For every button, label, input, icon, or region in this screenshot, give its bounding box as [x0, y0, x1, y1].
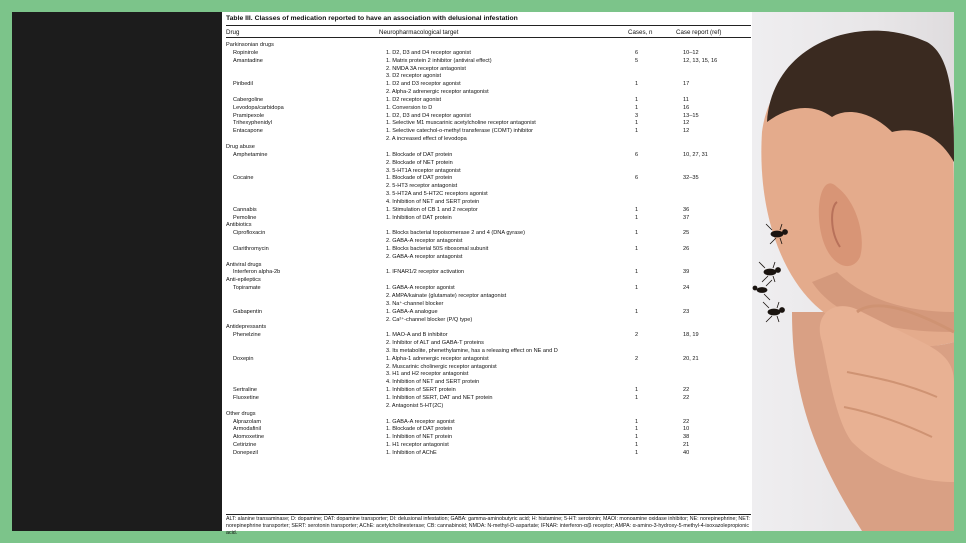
cell-ref — [683, 168, 751, 176]
cell-cases: 3 — [635, 112, 639, 119]
table-row — [226, 340, 751, 348]
cell-ref — [676, 144, 751, 152]
cell-drug: Pramipexole — [233, 112, 265, 119]
cell-target: 1. GABA-A receptor agonist — [386, 418, 455, 425]
cell-drug — [226, 348, 386, 356]
cell-target: 2. Ca²⁺-channel blocker (P/Q type) — [386, 316, 473, 323]
header-ref: Case report (ref) — [676, 29, 722, 36]
table-row — [226, 301, 751, 309]
cell-ref — [683, 136, 751, 144]
table-row — [226, 81, 751, 89]
header-target: Neuropharmacological target — [379, 29, 459, 36]
cell-ref: 18, 19 — [683, 332, 699, 339]
table-row — [226, 293, 751, 301]
cell-target: 1. Conversion to D — [386, 104, 433, 111]
cell-target: 1. Selective catechol-o-methyl transferase (COMT) inhibitor — [386, 128, 534, 135]
cell-drug: Antibiotics — [226, 222, 252, 229]
table-document — [222, 12, 755, 536]
cell-drug — [226, 403, 386, 411]
cell-target: 1. Matrix protein 2 inhibitor (antiviral effect) — [386, 57, 492, 64]
cell-cases: 1 — [635, 387, 639, 394]
cell-ref: 32–35 — [683, 175, 699, 182]
table-category-row — [226, 42, 751, 50]
header-cases: Cases, n — [628, 29, 653, 36]
cell-cases: 1 — [635, 104, 639, 111]
cell-ref: 10, 27, 31 — [683, 151, 708, 158]
table-row — [226, 97, 751, 105]
rule-top — [226, 25, 751, 26]
cell-ref: 17 — [683, 81, 690, 88]
cell-target — [379, 144, 628, 152]
cell-drug: Topiramate — [233, 285, 261, 292]
cell-cases: 1 — [635, 230, 639, 237]
cell-target: 2. Blockade of NET protein — [386, 159, 453, 166]
cell-target: 1. Selective M1 muscarinic acetylcholine receptor antagonist — [386, 120, 536, 127]
table-row — [226, 207, 751, 215]
cell-drug: Armodafinil — [233, 426, 261, 433]
table-row — [226, 113, 751, 121]
cell-cases — [635, 199, 683, 207]
cell-cases: 1 — [635, 285, 639, 292]
table-category-row — [226, 324, 751, 332]
cell-drug — [226, 317, 386, 325]
table-row — [226, 175, 751, 183]
cell-ref: 38 — [683, 434, 690, 441]
cell-drug — [226, 340, 386, 348]
cell-ref — [683, 293, 751, 301]
table-row — [226, 238, 751, 246]
cell-cases — [628, 262, 676, 270]
cell-cases: 1 — [635, 418, 639, 425]
cell-ref: 16 — [683, 104, 690, 111]
cell-cases — [635, 364, 683, 372]
table-row — [226, 152, 751, 160]
cell-ref: 12, 13, 15, 16 — [683, 57, 718, 64]
cell-target: 1. Blockade of DAT protein — [386, 426, 453, 433]
cell-target: 1. GABA-A receptor agonist — [386, 285, 455, 292]
table-row — [226, 348, 751, 356]
cell-target — [379, 222, 628, 230]
cell-target: 1. Blocks bacterial topoisomerase 2 and 4 (DNA gyrase) — [386, 230, 525, 237]
cell-cases — [635, 403, 683, 411]
cell-ref: 37 — [683, 214, 690, 221]
cell-drug: Pemoline — [233, 214, 257, 221]
cell-ref: 22 — [683, 387, 690, 394]
cell-drug: Gabapentin — [233, 308, 262, 315]
cell-cases — [628, 42, 676, 50]
cell-cases: 6 — [635, 151, 639, 158]
cell-drug — [226, 183, 386, 191]
table-row — [226, 332, 751, 340]
cell-ref — [676, 411, 751, 419]
cell-drug — [226, 191, 386, 199]
cell-target: 1. Blockade of DAT protein — [386, 175, 453, 182]
cell-ref: 26 — [683, 245, 690, 252]
cell-target: 1. Stimulation of CB 1 and 2 receptor — [386, 206, 478, 213]
cell-drug: Ciprofloxacin — [233, 230, 266, 237]
table-category-row — [226, 144, 751, 152]
video-frame — [12, 12, 954, 536]
table-row — [226, 105, 751, 113]
cell-target: 1. D2, D3 and D4 receptor agonist — [386, 112, 471, 119]
table-title: Table III. Classes of medication reported to have an association with delusional infestation — [226, 15, 518, 22]
cell-drug — [226, 168, 386, 176]
cell-cases: 1 — [635, 96, 639, 103]
cell-cases: 1 — [635, 81, 639, 88]
cell-target: 1. MAO-A and B inhibitor — [386, 332, 448, 339]
cell-target: 1. Alpha-1 adrenergic receptor antagonist — [386, 355, 489, 362]
table-footnote: ALT: alanine transaminase; D: dopamine; DAT: dopamine transporter; DI: delusional infestation; GABA: gamma-aminobutyric acid; H: histamine; 5-HT: serotonin; MAOI: monoamine oxidase inhibitor; NE: norepinephrine; NET: norepinephrine transporter; SERT: serotonin transporter; AChE: acetylcholinesterase; CB: cannabinoid; NMDA: N-methyl-D-aspartate; IFNAR: interferon-α/β receptor; AMPA: α-amino-3-hydroxy-5-methyl-4-isoxazolepropionic acid. — [226, 516, 750, 536]
table-row — [226, 191, 751, 199]
cell-drug — [226, 89, 386, 97]
cell-target: 3. H1 and H2 receptor antagonist — [386, 371, 469, 378]
cell-target: 2. Inhibitor of ALT and GABA-T proteins — [386, 340, 484, 347]
table-row — [226, 199, 751, 207]
cell-drug — [226, 73, 386, 81]
cell-drug — [226, 136, 386, 144]
cell-drug: Drug abuse — [226, 143, 255, 150]
cell-cases — [635, 340, 683, 348]
table-row — [226, 254, 751, 262]
cell-drug: Phenelzine — [233, 332, 261, 339]
table-row — [226, 434, 751, 442]
cell-ref — [683, 371, 751, 379]
cell-target: 2. Antagonist 5-HT(2C) — [386, 402, 444, 409]
cell-cases — [635, 238, 683, 246]
header-drug: Drug — [226, 29, 240, 36]
photo-illustration — [752, 12, 954, 531]
cell-target: 1. D2 and D3 receptor agonist — [386, 81, 461, 88]
cell-cases — [635, 136, 683, 144]
cell-drug — [226, 238, 386, 246]
cell-target: 2. Alpha-2 adrenergic receptor antagonist — [386, 89, 489, 96]
cell-ref: 12 — [683, 128, 690, 135]
cell-ref: 20, 21 — [683, 355, 699, 362]
cell-ref — [683, 317, 751, 325]
cell-cases: 6 — [635, 49, 639, 56]
cell-cases: 2 — [635, 355, 639, 362]
cell-cases: 1 — [635, 434, 639, 441]
cell-ref: 21 — [683, 442, 690, 449]
table-row — [226, 215, 751, 223]
photo-man-with-ants — [752, 12, 954, 531]
table-row — [226, 426, 751, 434]
cell-cases: 1 — [635, 206, 639, 213]
cell-target: 1. Inhibition of AChE — [386, 449, 437, 456]
cell-cases — [635, 191, 683, 199]
cell-target: 1. H1 receptor antagonist — [386, 442, 449, 449]
table-row — [226, 230, 751, 238]
cell-ref: 13–15 — [683, 112, 699, 119]
cell-drug — [226, 293, 386, 301]
cell-target: 1. Inhibition of DAT protein — [386, 214, 452, 221]
cell-drug: Other drugs — [226, 410, 256, 417]
cell-drug: Donepezil — [233, 449, 258, 456]
cell-target: 1. Blocks bacterial 50S ribosomal subunit — [386, 245, 489, 252]
cell-target: 1. D2, D3 and D4 receptor agonist — [386, 49, 471, 56]
table-row — [226, 89, 751, 97]
rule-bottom — [226, 514, 751, 515]
cell-cases: 1 — [635, 442, 639, 449]
cell-ref: 10 — [683, 426, 690, 433]
cell-cases — [628, 144, 676, 152]
cell-cases — [635, 371, 683, 379]
cell-ref: 25 — [683, 230, 690, 237]
cell-ref: 40 — [683, 449, 690, 456]
table-category-row — [226, 222, 751, 230]
cell-drug: Levodopa/carbidopa — [233, 104, 284, 111]
cell-drug — [226, 371, 386, 379]
table-row — [226, 73, 751, 81]
cell-ref: 10–12 — [683, 49, 699, 56]
cell-target: 4. Inhibition of NET and SERT protein — [386, 379, 480, 386]
table-category-row — [226, 411, 751, 419]
cell-drug: Alprazolam — [233, 418, 261, 425]
cell-ref: 24 — [683, 285, 690, 292]
cell-cases: 1 — [635, 120, 639, 127]
cell-target: 2. Muscarinic cholinergic receptor antagonist — [386, 363, 497, 370]
cell-ref — [676, 222, 751, 230]
cell-cases: 1 — [635, 128, 639, 135]
table-row — [226, 379, 751, 387]
cell-target: 3. 5-HT1A receptor antagonist — [386, 167, 461, 174]
cell-target: 3. D2 receptor agonist — [386, 73, 442, 80]
cell-ref: 22 — [683, 418, 690, 425]
cell-target: 4. Inhibition of NET and SERT protein — [386, 198, 480, 205]
cell-drug: Sertraline — [233, 387, 257, 394]
cell-target: 3. Its metabolite, phenethylamine, has a releasing effect on NE and D — [386, 347, 558, 354]
cell-ref — [683, 254, 751, 262]
table-row — [226, 442, 751, 450]
cell-ref: 39 — [683, 269, 690, 276]
cell-drug: Entacapone — [233, 128, 263, 135]
cell-target: 1. Inhibition of NET protein — [386, 434, 453, 441]
cell-drug: Antidepressants — [226, 324, 267, 331]
cell-drug: Cannabis — [233, 206, 257, 213]
cell-cases: 1 — [635, 426, 639, 433]
cell-ref: 12 — [683, 120, 690, 127]
cell-cases: 1 — [635, 308, 639, 315]
table-row — [226, 395, 751, 403]
cell-ref — [676, 277, 751, 285]
cell-target — [379, 262, 628, 270]
cell-ref — [683, 340, 751, 348]
table-category-row — [226, 277, 751, 285]
cell-drug: Antiviral drugs — [226, 261, 262, 268]
table-row — [226, 356, 751, 364]
cell-cases: 5 — [635, 57, 639, 64]
cell-cases — [628, 411, 676, 419]
cell-ref — [683, 199, 751, 207]
table-row — [226, 309, 751, 317]
cell-ref: 36 — [683, 206, 690, 213]
cell-drug: Cabergoline — [233, 96, 264, 103]
cell-drug: Piribedil — [233, 81, 253, 88]
cell-cases: 1 — [635, 394, 639, 401]
cell-target: 1. Blockade of DAT protein — [386, 151, 453, 158]
cell-cases: 1 — [635, 269, 639, 276]
table-row — [226, 285, 751, 293]
cell-cases — [628, 277, 676, 285]
table-row — [226, 387, 751, 395]
cell-cases — [635, 160, 683, 168]
cell-target: 1. D2 receptor agonist — [386, 96, 442, 103]
cell-ref — [683, 66, 751, 74]
cell-ref: 23 — [683, 308, 690, 315]
table-row — [226, 419, 751, 427]
cell-cases — [635, 293, 683, 301]
cell-cases — [628, 324, 676, 332]
cell-target: 2. 5-HT3 receptor antagonist — [386, 183, 458, 190]
cell-target: 1. Inhibition of SERT, DAT and NET protein — [386, 394, 493, 401]
table-row — [226, 403, 751, 411]
table-row — [226, 128, 751, 136]
table-row — [226, 317, 751, 325]
cell-drug — [226, 254, 386, 262]
cell-drug: Parkinsonian drugs — [226, 42, 274, 48]
table-row — [226, 183, 751, 191]
cell-drug — [226, 66, 386, 74]
cell-ref: 22 — [683, 394, 690, 401]
cell-drug: Amantadine — [233, 57, 263, 64]
cell-cases — [635, 317, 683, 325]
cell-ref — [683, 191, 751, 199]
cell-target: 1. GABA-A analogue — [386, 308, 438, 315]
cell-drug: Anti-epileptics — [226, 277, 261, 284]
table-row — [226, 120, 751, 128]
cell-cases — [635, 168, 683, 176]
table-category-row — [226, 262, 751, 270]
cell-cases — [628, 222, 676, 230]
cell-target: 2. A increased effect of levodopa — [386, 136, 467, 143]
cell-drug: Clarithromycin — [233, 245, 269, 252]
cell-cases — [635, 379, 683, 387]
cell-target: 3. Na⁺-channel blocker — [386, 300, 444, 307]
cell-drug: Cocaine — [233, 175, 254, 182]
cell-cases: 1 — [635, 245, 639, 252]
cell-drug: Ropinirole — [233, 49, 259, 56]
table-row — [226, 58, 751, 66]
cell-drug: Doxepin — [233, 355, 254, 362]
cell-target: 3. 5-HT2A and 5-HT2C receptors agonist — [386, 191, 488, 198]
cell-target — [379, 42, 628, 50]
cell-target — [379, 277, 628, 285]
cell-cases: 2 — [635, 332, 639, 339]
cell-drug — [226, 160, 386, 168]
cell-ref — [683, 364, 751, 372]
cell-ref — [683, 160, 751, 168]
cell-cases: 1 — [635, 449, 639, 456]
rule-header — [226, 37, 751, 38]
cell-ref: 11 — [683, 96, 689, 103]
cell-drug: Interferon alpha-2b — [233, 269, 281, 276]
cell-cases — [635, 348, 683, 356]
cell-cases — [635, 89, 683, 97]
cell-drug: Fluoxetine — [233, 394, 259, 401]
cell-ref — [683, 89, 751, 97]
cell-ref — [683, 301, 751, 309]
cell-target — [379, 324, 628, 332]
cell-ref — [676, 324, 751, 332]
cell-ref — [683, 403, 751, 411]
cell-ref — [683, 183, 751, 191]
cell-drug — [226, 199, 386, 207]
cell-target: 2. GABA-A receptor antagonist — [386, 253, 463, 260]
cell-cases — [635, 66, 683, 74]
table-row — [226, 160, 751, 168]
cell-ref — [676, 262, 751, 270]
cell-cases — [635, 73, 683, 81]
cell-drug — [226, 364, 386, 372]
cell-target: 1. Inhibition of SERT protein — [386, 387, 456, 394]
table-row — [226, 371, 751, 379]
table-row — [226, 168, 751, 176]
cell-drug — [226, 301, 386, 309]
cell-cases — [635, 301, 683, 309]
cell-drug — [226, 379, 386, 387]
cell-target — [379, 411, 628, 419]
cell-target: 1. IFNAR1/2 receptor activation — [386, 269, 465, 276]
table-row — [226, 66, 751, 74]
cell-ref — [683, 348, 751, 356]
table-body — [226, 42, 751, 458]
cell-cases — [635, 183, 683, 191]
cell-target: 2. GABA-A receptor antagonist — [386, 238, 463, 245]
cell-drug: Atomoxetine — [233, 434, 265, 441]
cell-cases: 1 — [635, 214, 639, 221]
cell-target: 2. AMPA/kainate (glutamate) receptor antagonist — [386, 293, 507, 299]
cell-drug: Cetirizine — [233, 442, 257, 449]
cell-ref — [683, 73, 751, 81]
cell-drug: Trihexyphenidyl — [233, 120, 272, 127]
table-row — [226, 450, 751, 458]
table-row — [226, 364, 751, 372]
cell-target: 2. NMDA 3A receptor antagonist — [386, 65, 466, 72]
cell-cases — [635, 254, 683, 262]
table-row — [226, 136, 751, 144]
cell-ref — [683, 379, 751, 387]
cell-drug: Amphetamine — [233, 151, 268, 158]
table-row — [226, 50, 751, 58]
table-row — [226, 246, 751, 254]
cell-ref — [676, 42, 751, 50]
cell-cases: 6 — [635, 175, 639, 182]
cell-ref — [683, 238, 751, 246]
table-row — [226, 269, 751, 277]
